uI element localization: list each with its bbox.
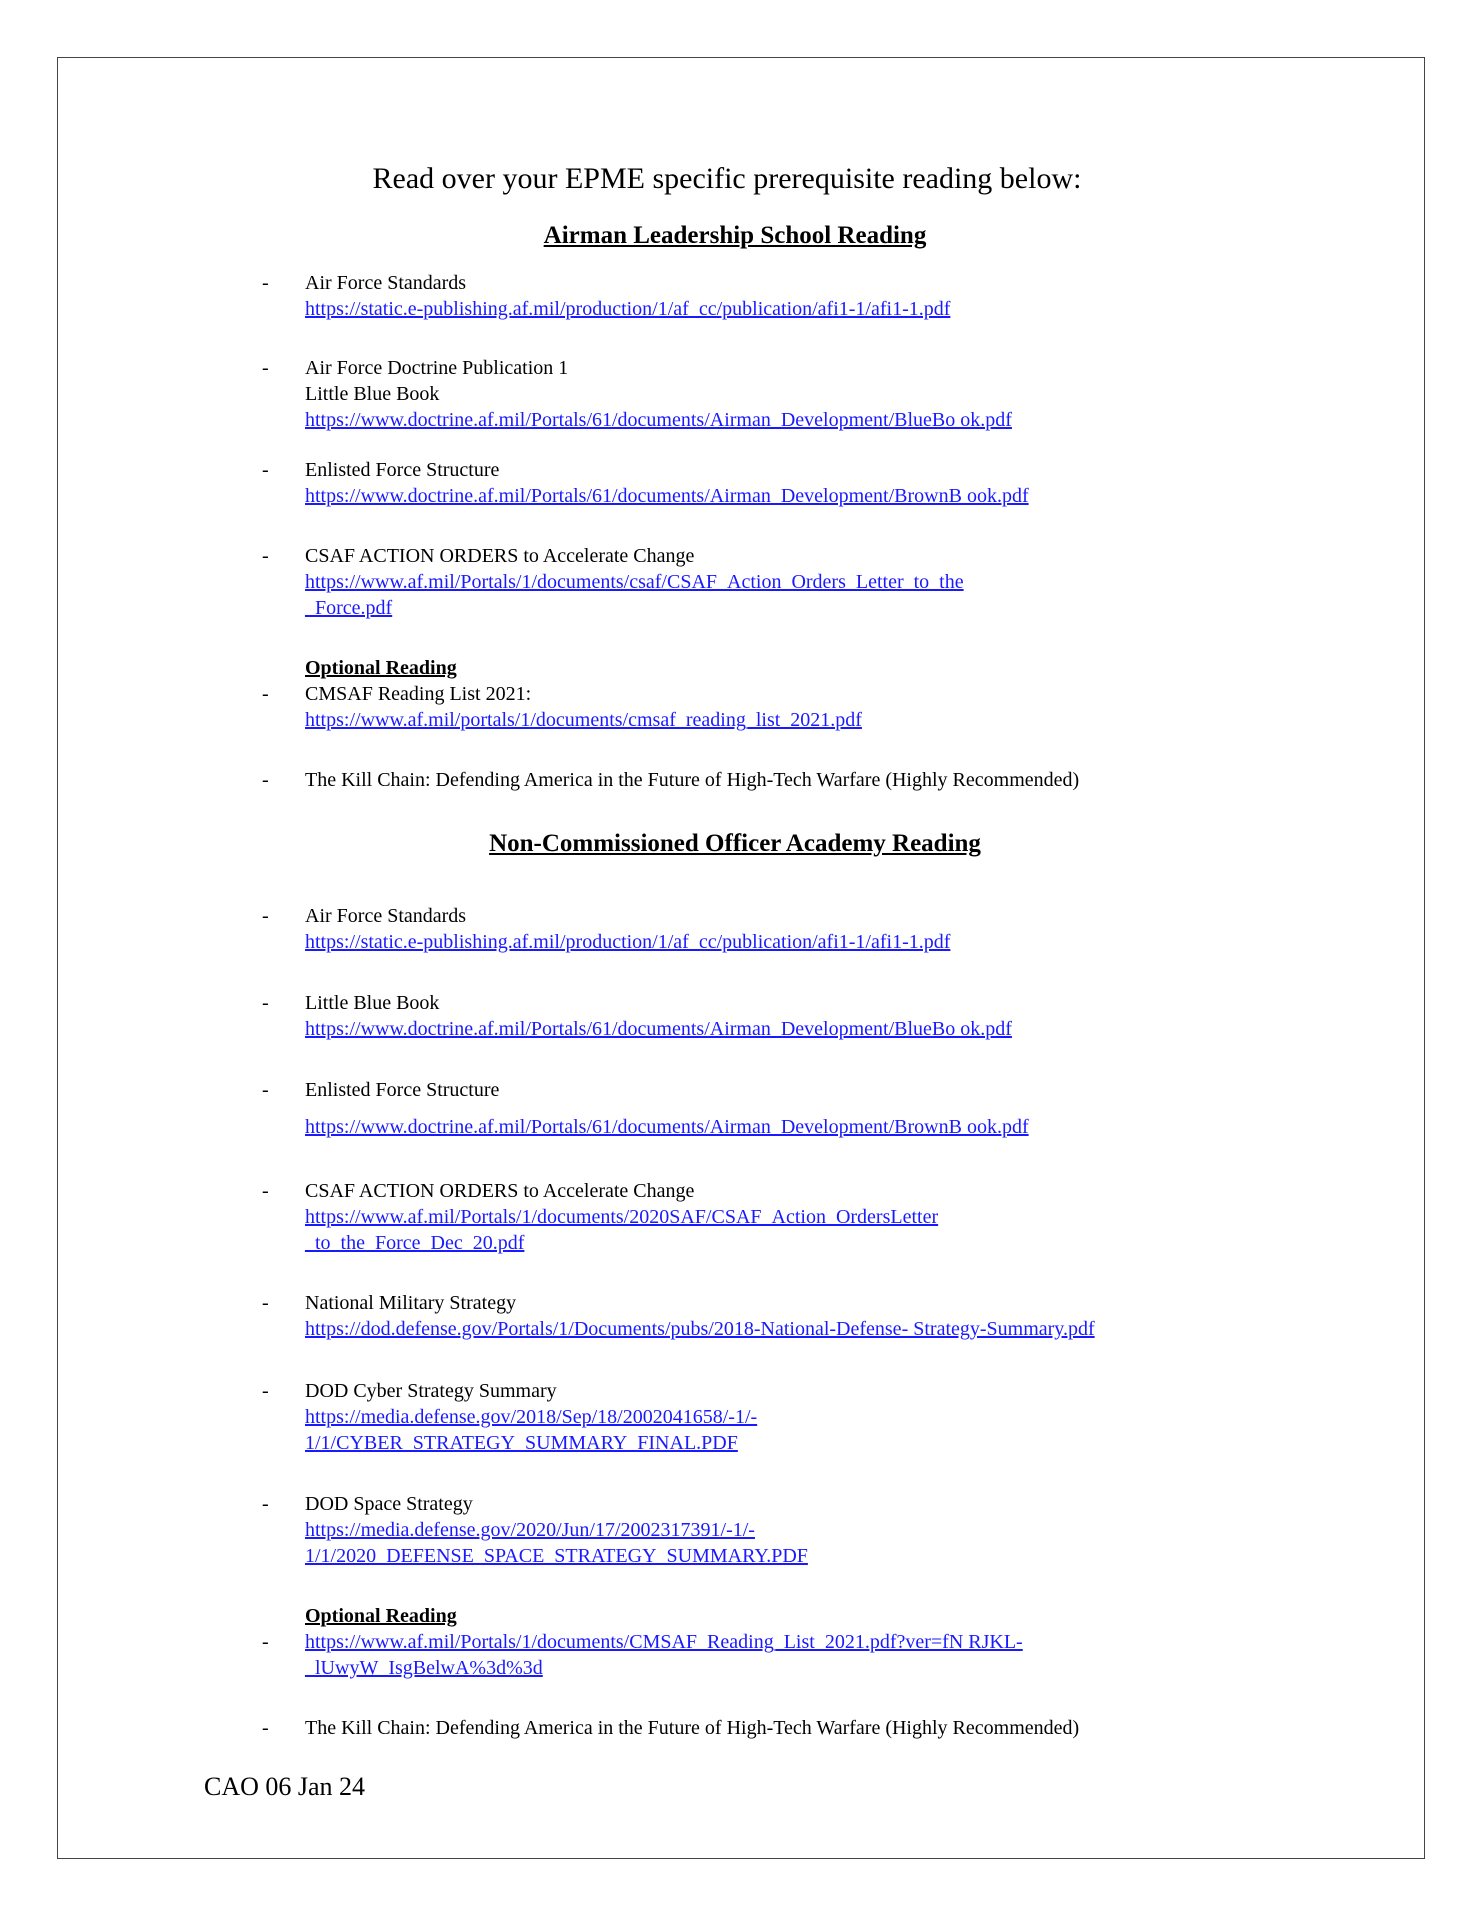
item-link[interactable]: https://media.defense.gov/2020/Jun/17/2002317391/-1/- (305, 1519, 755, 1541)
item-subtitle: Little Blue Book (305, 383, 440, 405)
item-title: Enlisted Force Structure (305, 1079, 500, 1101)
item-title: DOD Cyber Strategy Summary (305, 1380, 557, 1402)
bullet-dash: - (262, 1380, 269, 1402)
item-link-continued[interactable]: _Force.pdf (305, 597, 393, 619)
item-link-continued[interactable]: 1/1/CYBER_STRATEGY_SUMMARY_FINAL.PDF (305, 1432, 738, 1454)
item-title: Air Force Doctrine Publication 1 (305, 357, 569, 379)
item-link[interactable]: https://static.e-publishing.af.mil/production/1/af_cc/publication/afi1-1/afi1-1.pdf (305, 931, 951, 953)
als-heading: Airman Leadership School Reading (543, 222, 927, 249)
bullet-dash: - (262, 1079, 269, 1101)
bullet-dash: - (262, 545, 269, 567)
item-link-continued[interactable]: 1/1/2020_DEFENSE_SPACE_STRATEGY_SUMMARY.PDF (305, 1545, 808, 1567)
bullet-dash: - (262, 905, 269, 927)
item-link[interactable]: https://www.doctrine.af.mil/Portals/61/documents/Airman_Development/BrownB ook.pdf (305, 1116, 1029, 1138)
optional-reading-label: Optional Reading (305, 657, 457, 679)
bullet-dash: - (262, 1493, 269, 1515)
item-link[interactable]: https://www.af.mil/Portals/1/documents/CMSAF_Reading_List_2021.pdf?ver=fN RJKL- (305, 1631, 1023, 1653)
item-title: National Military Strategy (305, 1292, 517, 1314)
item-title: CMSAF Reading List 2021: (305, 683, 532, 705)
bullet-dash: - (262, 769, 269, 791)
optional-reading-label: Optional Reading (305, 1605, 457, 1627)
item-link[interactable]: https://www.doctrine.af.mil/Portals/61/documents/Airman_Development/BlueBo ok.pdf (305, 409, 1012, 431)
bullet-dash: - (262, 992, 269, 1014)
bullet-dash: - (262, 459, 269, 481)
page-border (57, 57, 1425, 1859)
bullet-dash: - (262, 1180, 269, 1202)
item-title: Little Blue Book (305, 992, 440, 1014)
item-link[interactable]: https://static.e-publishing.af.mil/production/1/af_cc/publication/afi1-1/afi1-1.pdf (305, 298, 951, 320)
item-link-continued[interactable]: _to_the_Force_Dec_20.pdf (305, 1232, 525, 1254)
footer-code: CAO 06 Jan 24 (204, 1772, 366, 1801)
item-link[interactable]: https://media.defense.gov/2018/Sep/18/2002041658/-1/- (305, 1406, 758, 1428)
item-title: The Kill Chain: Defending America in the Future of High-Tech Warfare (Highly Recommended) (305, 1717, 1080, 1739)
item-title: CSAF ACTION ORDERS to Accelerate Change (305, 1180, 695, 1202)
item-title: The Kill Chain: Defending America in the Future of High-Tech Warfare (Highly Recommended) (305, 769, 1080, 791)
bullet-dash: - (262, 272, 269, 294)
item-title: Air Force Standards (305, 272, 467, 294)
item-title: CSAF ACTION ORDERS to Accelerate Change (305, 545, 695, 567)
bullet-dash: - (262, 1631, 269, 1653)
bullet-dash: - (262, 683, 269, 705)
item-link[interactable]: https://www.af.mil/Portals/1/documents/2020SAF/CSAF_Action_OrdersLetter (305, 1206, 939, 1228)
item-link[interactable]: https://www.doctrine.af.mil/Portals/61/documents/Airman_Development/BrownB ook.pdf (305, 485, 1029, 507)
item-link[interactable]: https://www.af.mil/Portals/1/documents/csaf/CSAF_Action_Orders_Letter_to_the (305, 571, 964, 593)
item-title: Enlisted Force Structure (305, 459, 500, 481)
bullet-dash: - (262, 1717, 269, 1739)
bullet-dash: - (262, 357, 269, 379)
item-title: Air Force Standards (305, 905, 467, 927)
item-title: DOD Space Strategy (305, 1493, 473, 1515)
ncoa-heading: Non-Commissioned Officer Academy Reading (489, 830, 981, 857)
item-link[interactable]: https://www.doctrine.af.mil/Portals/61/documents/Airman_Development/BlueBo ok.pdf (305, 1018, 1012, 1040)
item-link[interactable]: https://www.af.mil/portals/1/documents/cmsaf_reading_list_2021.pdf (305, 709, 862, 731)
bullet-dash: - (262, 1292, 269, 1314)
intro-text: Read over your EPME specific prerequisite reading below: (372, 162, 1082, 195)
item-link[interactable]: https://dod.defense.gov/Portals/1/Documents/pubs/2018-National-Defense- Strategy-Summary.pdf (305, 1318, 1095, 1340)
item-link-continued[interactable]: _lUwyW_IsgBelwA%3d%3d (305, 1657, 543, 1679)
